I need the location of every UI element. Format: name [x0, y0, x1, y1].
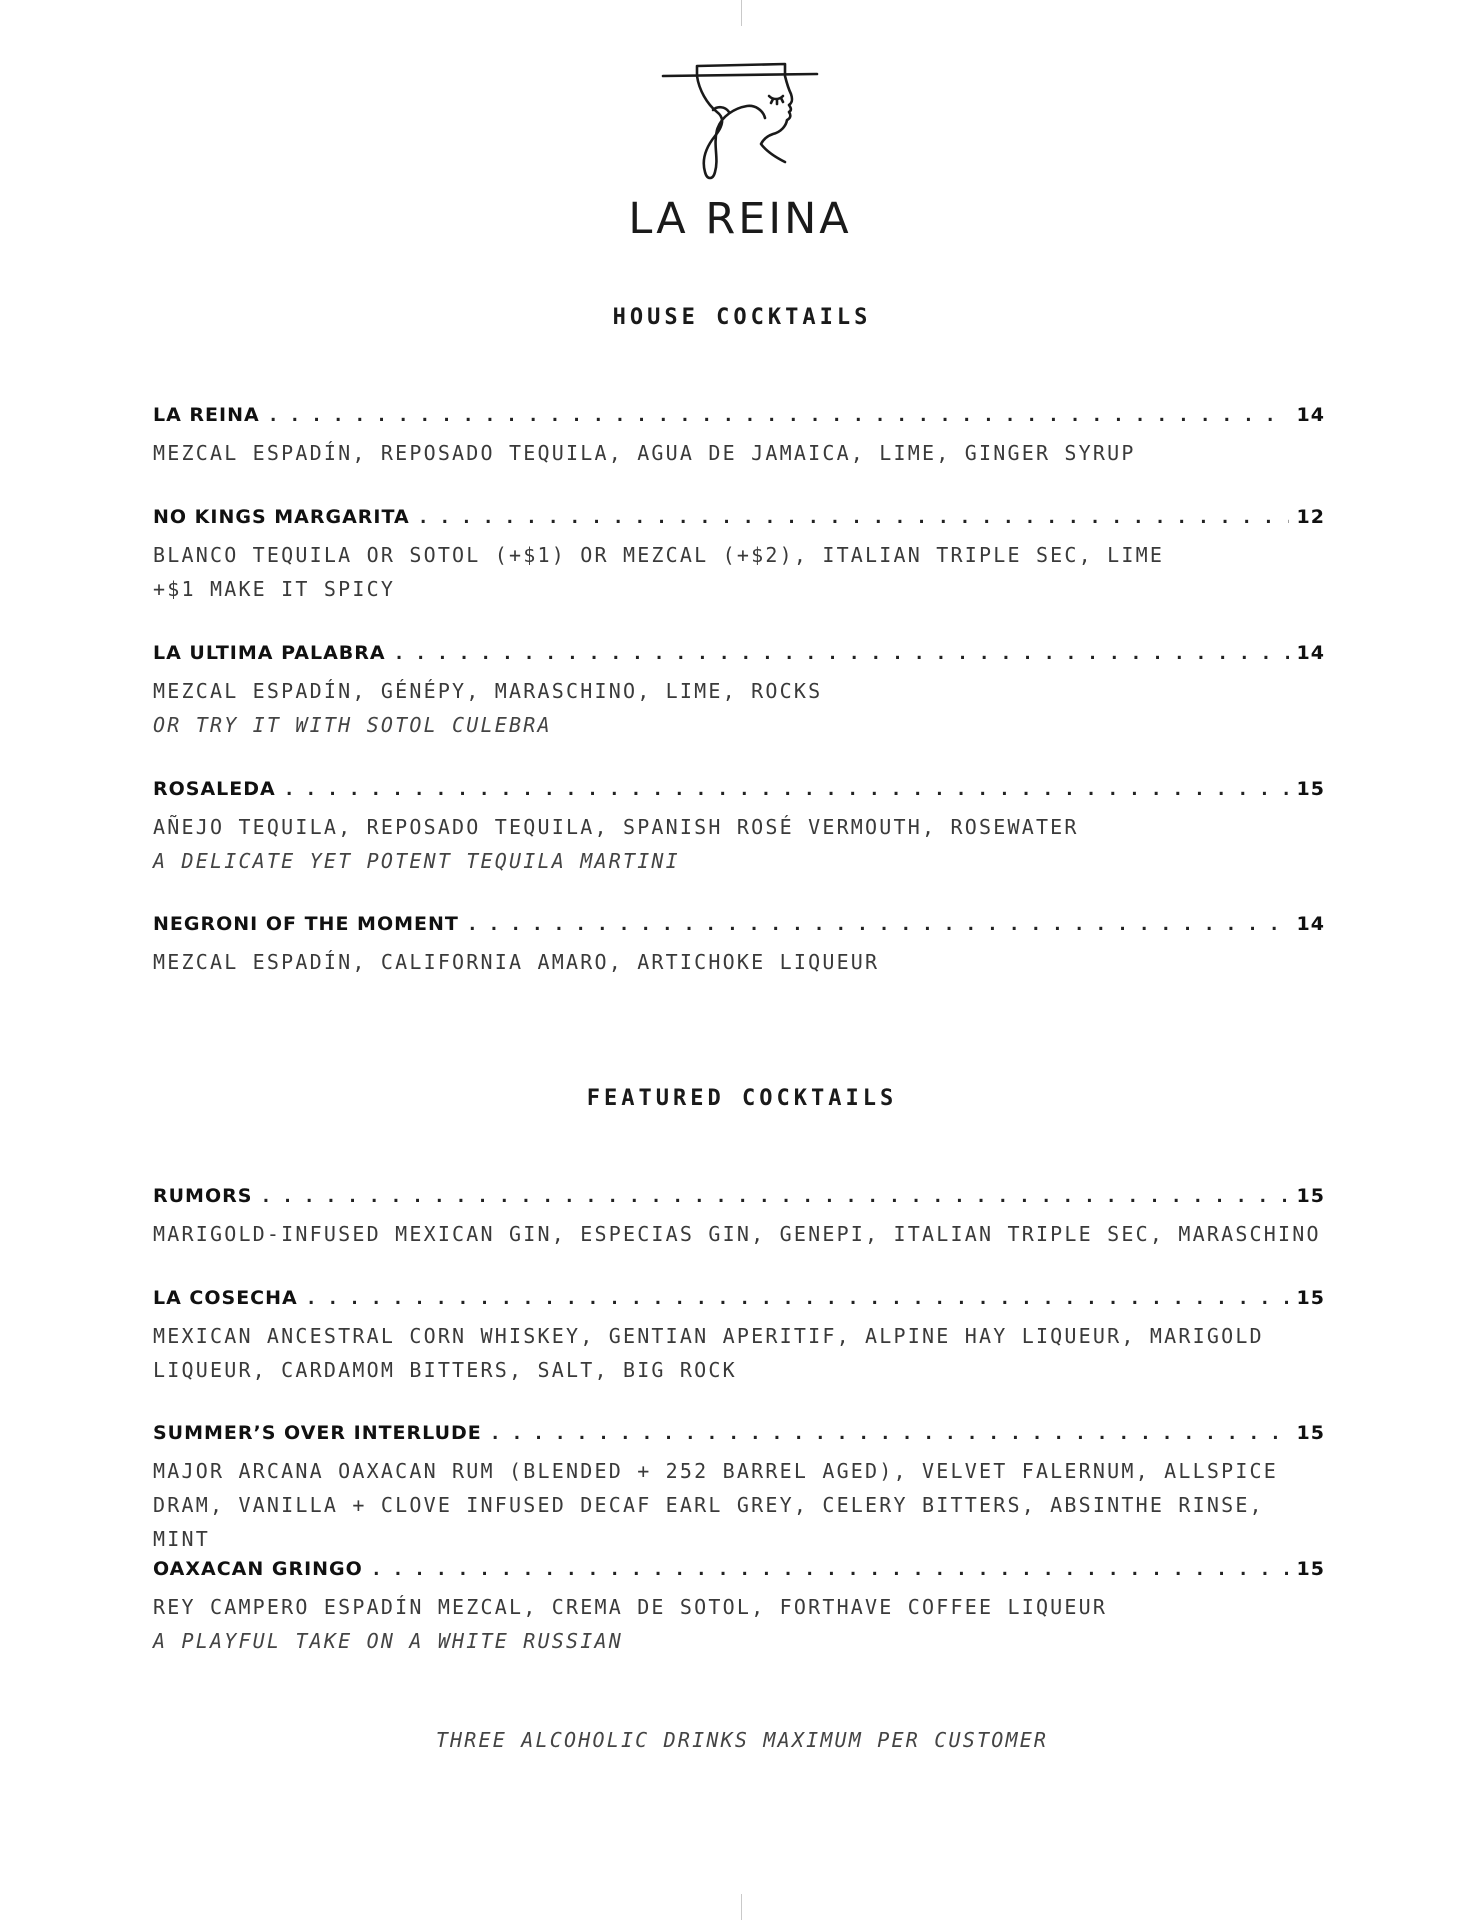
item-description: +$1 MAKE IT SPICY: [153, 577, 396, 601]
item-name: RUMORS: [153, 1185, 253, 1207]
item-description: REY CAMPERO ESPADÍN MEZCAL, CREMA DE SOTOL, FORTHAVE COFFEE LIQUEUR: [153, 1595, 1108, 1619]
dot-leader: [490, 1423, 1289, 1444]
menu-item-la-cosecha: [153, 1287, 1325, 1387]
fold-mark-top: [741, 0, 742, 26]
item-price: 15: [1296, 1558, 1325, 1580]
item-description: DRAM, VANILLA + CLOVE INFUSED DECAF EARL GREY, CELERY BITTERS, ABSINTHE RINSE, MINT: [153, 1493, 1264, 1551]
menu-item-negroni-of-the-moment: [153, 913, 1325, 979]
item-name: LA COSECHA: [153, 1287, 298, 1309]
item-description: BLANCO TEQUILA OR SOTOL (+$1) OR MEZCAL (+$2), ITALIAN TRIPLE SEC, LIME: [153, 543, 1165, 567]
fold-mark-bottom: [741, 1894, 742, 1920]
item-description: MARIGOLD-INFUSED MEXICAN GIN, ESPECIAS GIN, GENEPI, ITALIAN TRIPLE SEC, MARASCHINO: [153, 1222, 1321, 1246]
item-price: 15: [1296, 1185, 1325, 1207]
item-description: MEZCAL ESPADÍN, REPOSADO TEQUILA, AGUA DE JAMAICA, LIME, GINGER SYRUP: [153, 441, 1136, 465]
item-price: 15: [1296, 1422, 1325, 1444]
item-note: OR TRY IT WITH SOTOL CULEBRA: [153, 713, 552, 737]
dot-leader: [467, 914, 1289, 935]
item-description: MAJOR ARCANA OAXACAN RUM (BLENDED + 252 BARREL AGED), VELVET FALERNUM, ALLSPICE: [153, 1459, 1279, 1483]
dot-leader: [284, 779, 1289, 800]
menu-item-rumors: [153, 1185, 1325, 1251]
item-name: LA REINA: [153, 404, 260, 426]
menu-item-summers-over-interlude: [153, 1422, 1325, 1556]
woman-in-hat-logo-icon: [655, 60, 825, 190]
menu-item-la-reina: [153, 404, 1325, 470]
menu-item-no-kings-margarita: [153, 506, 1325, 606]
item-description: MEZCAL ESPADÍN, CALIFORNIA AMARO, ARTICHOKE LIQUEUR: [153, 950, 880, 974]
item-name: NO KINGS MARGARITA: [153, 506, 410, 528]
section-title-featured: FEATURED COCKTAILS: [586, 1086, 898, 1111]
item-description: LIQUEUR, CARDAMOM BITTERS, SALT, BIG ROCK: [153, 1358, 737, 1382]
section-title-house: HOUSE COCKTAILS: [612, 305, 872, 330]
brand-name: LA REINA: [628, 194, 852, 244]
item-description: MEXICAN ANCESTRAL CORN WHISKEY, GENTIAN APERITIF, ALPINE HAY LIQUEUR, MARIGOLD: [153, 1324, 1264, 1348]
item-name: SUMMER’S OVER INTERLUDE: [153, 1422, 482, 1444]
item-price: 15: [1296, 1287, 1325, 1309]
dot-leader: [260, 1186, 1288, 1207]
item-name: ROSALEDA: [153, 778, 276, 800]
dot-leader: [268, 405, 1289, 426]
item-price: 14: [1296, 642, 1325, 664]
brand-logo: [620, 60, 860, 250]
item-name: LA ULTIMA PALABRA: [153, 642, 386, 664]
menu-item-la-ultima-palabra: [153, 642, 1325, 742]
item-name: NEGRONI OF THE MOMENT: [153, 913, 459, 935]
menu-item-rosaleda: [153, 778, 1325, 878]
item-description: MEZCAL ESPADÍN, GÉNÉPY, MARASCHINO, LIME, ROCKS: [153, 679, 823, 703]
footer-note: THREE ALCOHOLIC DRINKS MAXIMUM PER CUSTOMER: [435, 1728, 1049, 1752]
item-name: OAXACAN GRINGO: [153, 1558, 363, 1580]
item-price: 14: [1296, 913, 1325, 935]
dot-leader: [306, 1288, 1289, 1309]
item-price: 15: [1296, 778, 1325, 800]
menu-item-oaxacan-gringo: [153, 1558, 1325, 1658]
item-price: 14: [1296, 404, 1325, 426]
dot-leader: [418, 507, 1289, 528]
dot-leader: [394, 643, 1289, 664]
item-description: AÑEJO TEQUILA, REPOSADO TEQUILA, SPANISH ROSÉ VERMOUTH, ROSEWATER: [153, 815, 1079, 839]
item-note: A DELICATE YET POTENT TEQUILA MARTINI: [153, 849, 680, 873]
item-price: 12: [1296, 506, 1325, 528]
dot-leader: [371, 1559, 1289, 1580]
item-note: A PLAYFUL TAKE ON A WHITE RUSSIAN: [153, 1629, 623, 1653]
